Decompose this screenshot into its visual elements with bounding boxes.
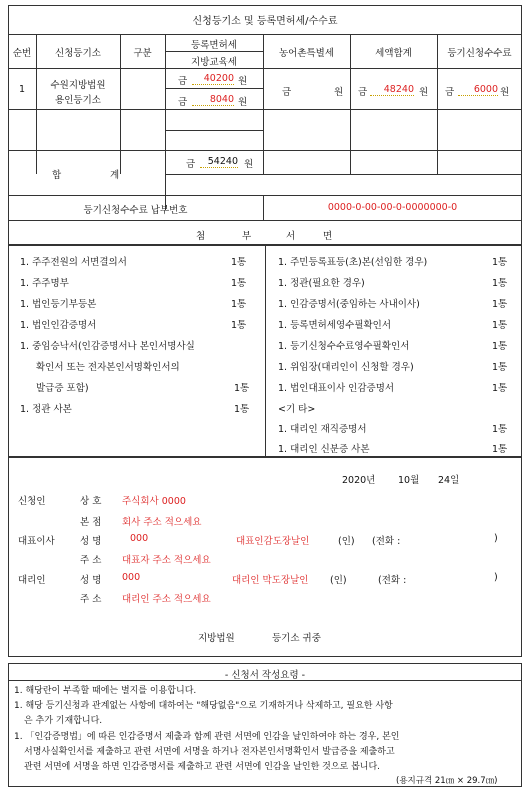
head-office-label: 본 점	[80, 517, 102, 528]
attach-left-5-count: 1통	[234, 383, 250, 394]
row1-total-value: 48240	[370, 84, 414, 96]
attach-title-4: 면	[323, 231, 333, 242]
sum-prefix: 금	[186, 159, 196, 170]
table-title: 신청등기소 및 등록면허세/수수료	[192, 16, 338, 27]
header-no: 순번	[12, 48, 32, 59]
date-day: 24일	[438, 475, 460, 486]
attach-left-5-line2: 확인서 또는 전자본인서명확인서의	[36, 362, 180, 373]
note-line-3c: 관련 서면에 서명을 하면 인감증명서를 제출하고 관련 서면에 인감을 날인한 것으로 봅니다.	[24, 762, 381, 772]
attach-right-2-count: 1통	[492, 278, 508, 289]
attach-other-label: <기 타>	[278, 404, 316, 415]
attach-right-1-count: 1통	[492, 257, 508, 268]
attach-right-6-count: 1통	[492, 362, 508, 373]
note-line-1: 1. 해당란이 부족할 때에는 별지를 이용합니다.	[14, 686, 197, 696]
attach-right-8-count: 1통	[492, 424, 508, 435]
rep-phone-close: )	[494, 533, 498, 544]
applicant-label: 신청인	[18, 496, 46, 507]
header-office: 신청등기소	[55, 48, 101, 59]
attach-right-3-count: 1통	[492, 299, 508, 310]
sum-label-b: 계	[110, 170, 120, 181]
agent-name: 000	[122, 572, 141, 583]
agent-addr-label: 주 소	[80, 594, 102, 605]
rep-label: 대표이사	[18, 536, 55, 547]
attach-left-2: 1. 주주명부	[20, 278, 69, 289]
rep-seal-suffix: (인)	[338, 536, 355, 547]
notes-title: - 신청서 작성요령 -	[224, 670, 306, 681]
row1-edu-prefix: 금	[178, 97, 188, 108]
attach-left-4: 1. 법인인감증명서	[20, 320, 97, 331]
attach-title-1: 첨	[196, 231, 206, 242]
sum-value: 54240	[200, 156, 238, 168]
payment-label: 등기신청수수료 납부번호	[83, 205, 188, 216]
row1-office-line1: 수원지방법원	[50, 80, 106, 91]
attach-left-6-count: 1통	[234, 404, 250, 415]
date-year: 2020년	[342, 475, 376, 486]
header-reg-tax: 등록면허세	[191, 40, 237, 51]
rep-name: 000	[130, 533, 149, 544]
note-line-3a: 1. 「인감증명법」에 따른 인감증명서 제출과 함께 관련 서면에 인감을 날인하여야 하는 경우, 본인	[14, 732, 400, 742]
attach-right-3: 1. 인감증명서(중임하는 사내이사)	[278, 299, 420, 310]
head-office: 회사 주소 적으세요	[122, 517, 202, 528]
header-type: 구분	[133, 48, 152, 59]
attach-left-5-line3: 발급증 포함)	[36, 383, 89, 394]
row1-total-unit: 원	[419, 87, 429, 98]
attach-left-5-line1: 1. 중임승낙서(인감증명서나 본인서명사실	[20, 341, 195, 352]
attach-right-5-count: 1통	[492, 341, 508, 352]
row1-fee-unit: 원	[500, 87, 510, 98]
note-line-2a: 1. 해당 등기신청과 관계없는 사항에 대하여는 "해당없음"으로 기재하거나 삭제하고, 필요한 사항	[14, 701, 393, 711]
row1-total-prefix: 금	[358, 87, 368, 98]
date-month: 10월	[398, 475, 420, 486]
attach-left-3: 1. 법인등기부등본	[20, 299, 97, 310]
note-line-2b: 은 추가 기재합니다.	[24, 716, 103, 726]
attach-right-9-count: 1통	[492, 444, 508, 455]
header-edu-tax: 지방교육세	[191, 57, 237, 68]
agent-phone-close: )	[494, 572, 498, 583]
attach-title-2: 부	[242, 231, 252, 242]
attach-right-1: 1. 주민등록표등(초)본(선임한 경우)	[278, 257, 428, 268]
header-rural-tax: 농어촌특별세	[278, 48, 335, 59]
row1-reg-value: 40200	[192, 73, 234, 85]
header-fee: 등기신청수수료	[447, 48, 512, 59]
trade-name: 주식회사 0000	[122, 496, 186, 507]
trade-name-label: 상 호	[80, 496, 102, 507]
attach-right-7: 1. 법인대표이사 인감증명서	[278, 383, 395, 394]
attach-right-7-count: 1통	[492, 383, 508, 394]
header-total-tax: 세액합계	[375, 48, 412, 59]
row1-edu-value: 8040	[192, 94, 234, 106]
row1-rural-prefix: 금	[282, 87, 292, 98]
attach-title-3: 서	[286, 231, 296, 242]
office-suffix: 등기소 귀중	[272, 633, 321, 644]
rep-name-label: 성 명	[80, 536, 102, 547]
row1-edu-unit: 원	[238, 97, 248, 108]
attach-left-1-count: 1통	[231, 257, 247, 268]
row1-reg-prefix: 금	[178, 76, 188, 87]
rep-addr-label: 주 소	[80, 555, 102, 566]
paper-spec: (용지규격 21㎝ × 29.7㎝)	[396, 776, 498, 786]
attach-left-6: 1. 정관 사본	[20, 404, 72, 415]
attach-right-2: 1. 정관(필요한 경우)	[278, 278, 365, 289]
attach-right-6: 1. 위임장(대리인이 신청할 경우)	[278, 362, 414, 373]
row1-fee-prefix: 금	[445, 87, 455, 98]
agent-name-label: 성 명	[80, 575, 102, 586]
sum-unit: 원	[244, 159, 254, 170]
attach-left-1: 1. 주주전원의 서면결의서	[20, 257, 127, 268]
agent-phone-label: (전화 :	[378, 575, 407, 586]
payment-number: 0000-0-00-00-0-0000000-0	[327, 202, 458, 213]
row1-no: 1	[18, 84, 26, 95]
row1-rural-unit: 원	[334, 87, 344, 98]
attach-right-9: 1. 대리인 신분증 사본	[278, 444, 370, 455]
row1-fee-value: 6000	[458, 84, 498, 96]
attach-right-4-count: 1통	[492, 320, 508, 331]
agent-seal-suffix: (인)	[330, 575, 347, 586]
attach-right-8: 1. 대리인 재직증명서	[278, 424, 367, 435]
attach-right-4: 1. 등록면허세영수필확인서	[278, 320, 392, 331]
row1-reg-unit: 원	[238, 76, 248, 87]
rep-phone-label: (전화 :	[372, 536, 401, 547]
rep-seal: 대표인감도장날인	[236, 536, 310, 547]
row1-office-line2: 용인등기소	[55, 95, 101, 106]
attach-right-5: 1. 등기신청수수료영수필확인서	[278, 341, 410, 352]
attach-left-3-count: 1통	[231, 299, 247, 310]
note-line-3b: 서명사실확인서를 제출하고 관련 서면에 서명을 하거나 전자본인서명확인서 발급증을 제출하고	[24, 747, 395, 757]
sum-label-a: 합	[52, 170, 62, 181]
agent-seal: 대리인 막도장날인	[232, 575, 309, 586]
court-name: 지방법원	[198, 633, 235, 644]
rep-addr: 대표자 주소 적으세요	[122, 555, 211, 566]
attach-left-2-count: 1통	[231, 278, 247, 289]
agent-addr: 대리인 주소 적으세요	[122, 594, 211, 605]
attach-left-4-count: 1통	[231, 320, 247, 331]
agent-label: 대리인	[18, 575, 46, 586]
